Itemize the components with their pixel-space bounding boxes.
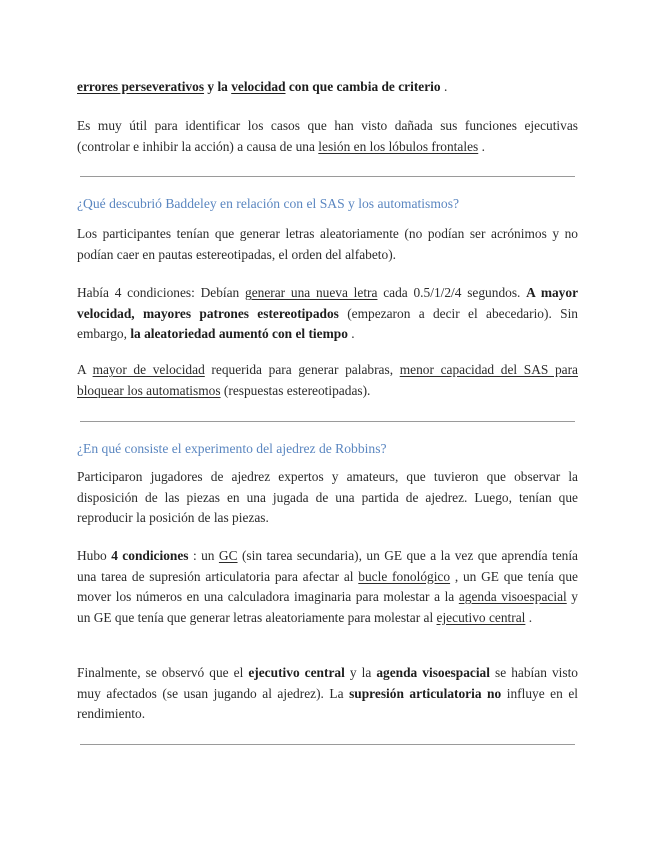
term-generar-nueva-letra: generar una nueva letra xyxy=(245,285,378,300)
text-hubo: Hubo xyxy=(77,548,112,563)
term-menor-capacidad-sas: menor capacidad del SAS para bloquear los automatismos xyxy=(77,362,578,398)
paragraph-hubo-condiciones xyxy=(77,546,578,628)
text-finalmente: Finalmente, se observó que el xyxy=(77,665,249,680)
text-cambia-criterio: con que cambia de criterio xyxy=(285,79,441,94)
paragraph-finalmente xyxy=(77,663,578,725)
question-baddeley: ¿Qué descubrió Baddeley en relación con el SAS y los automatismos? xyxy=(77,196,460,211)
text-aleatoriedad: la aleatoriedad aumentó con el tiempo xyxy=(130,326,348,341)
text-ge-supresion: (sin tarea secundaria), un GE que a la vez que aprendía tenía una tarea de supresión articulatoria para afectar al xyxy=(77,548,578,584)
term-mayor-velocidad: mayor de velocidad xyxy=(92,362,205,377)
text-afectados: se habían visto muy afectados (se usan jugando al ajedrez). La xyxy=(77,665,578,701)
text-supresion-articulatoria: supresión articulatoria no xyxy=(349,685,502,701)
term-errores-perseverativos: errores perseverativos xyxy=(77,79,205,94)
term-lesion-lobulos-frontales: lesión en los lóbulos frontales xyxy=(318,138,479,154)
text-requerida: requerida para generar palabras, xyxy=(204,362,400,377)
text-respuestas: (respuestas estereotipadas). xyxy=(220,382,371,398)
text-mayor-velocidad: A mayor velocidad, mayores patrones estereotipados xyxy=(77,285,579,321)
text-y-la: y la xyxy=(344,665,377,680)
text-period: . xyxy=(440,79,448,94)
text-agenda-visoespacial: agenda visoespacial xyxy=(376,665,490,680)
text-period: . xyxy=(347,326,355,341)
text-4-condiciones: 4 condiciones xyxy=(111,548,189,563)
term-agenda-visoespacial: agenda visoespacial xyxy=(458,589,567,604)
paragraph-criterio xyxy=(77,77,578,98)
text-ge-calculadora: , un GE que tenía que mover los números en una calculadora imaginaria para molestar a la xyxy=(77,568,578,604)
text-period: . xyxy=(478,138,485,154)
text-a: A xyxy=(77,362,93,377)
text-habia: Había 4 condiciones: Debían xyxy=(77,285,245,300)
paragraph-participantes: Los participantes tenían que generar letras aleatoriamente (no podían ser acrónimos y no podían caer en pautas estereotipadas, el orden del alfabeto). xyxy=(77,226,578,262)
question-robbins: ¿En qué consiste el experimento del ajedrez de Robbins? xyxy=(77,441,387,456)
term-gc: GC xyxy=(218,548,238,563)
text-abecedario: (empezaron a decir el abecedario). Sin embargo, xyxy=(77,305,578,341)
term-velocidad: velocidad xyxy=(231,79,286,94)
section-divider xyxy=(80,176,575,177)
term-bucle-fonologico: bucle fonológico xyxy=(358,568,451,584)
text-un: : un xyxy=(188,548,219,563)
text-utilidad: Es muy útil para identificar los casos que han visto dañada sus funciones ejecutivas (controlar e inhibir la acción) a causa de una xyxy=(77,118,578,154)
text-ge-letras: y un GE que tenía que generar letras aleatoriamente para molestar al xyxy=(77,589,578,625)
paragraph-funciones-ejecutivas xyxy=(77,116,578,157)
section-divider xyxy=(80,421,575,422)
term-ejecutivo-central: ejecutivo central xyxy=(436,609,526,625)
text-period: . xyxy=(525,609,533,625)
paragraph-condiciones xyxy=(77,283,578,345)
text-segundos: cada 0.5/1/2/4 segundos. xyxy=(377,285,527,300)
text-y-la: y la xyxy=(204,79,232,94)
text-rendimiento: influye en el rendimiento. xyxy=(77,685,579,721)
text-ejecutivo-central: ejecutivo central xyxy=(248,665,345,680)
paragraph-capacidad-sas xyxy=(77,360,578,401)
paragraph-participaron: Participaron jugadores de ajedrez expertos y amateurs, que tuvieron que observar la disposición de las piezas en una jugada de una partida de ajedrez. Luego, tenían que reproducir la posición de las piezas. xyxy=(77,469,578,525)
section-divider xyxy=(80,744,575,745)
